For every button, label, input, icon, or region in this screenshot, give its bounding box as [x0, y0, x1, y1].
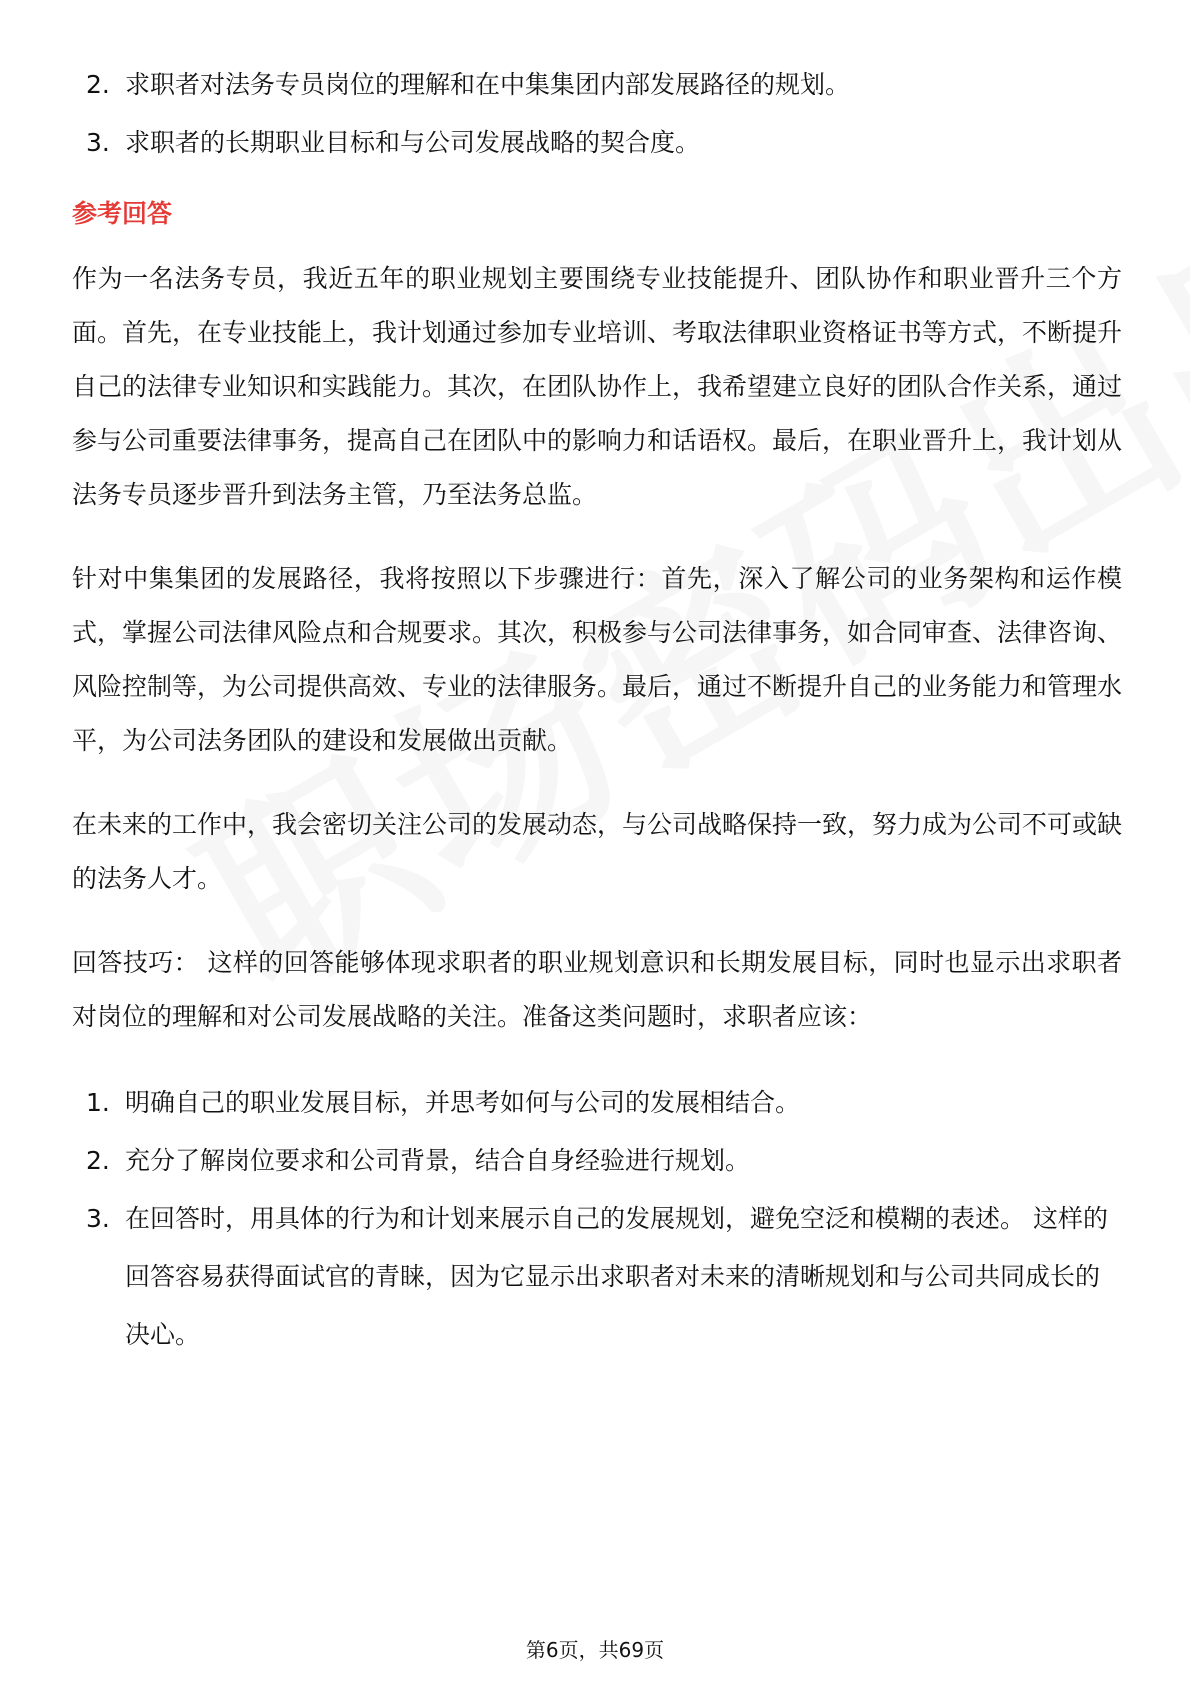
list-item-text: 在回答时，用具体的行为和计划来展示自己的发展规划，避免空泛和模糊的表述。 这样的回答容易获得面试官的青睐，因为它显示出求职者对未来的清晰规划和与公司共同成长的决心。 [125, 1204, 1108, 1349]
criteria-list [72, 56, 1122, 172]
answer-paragraph: 在未来的工作中，我会密切关注公司的发展动态，与公司战略保持一致，努力成为公司不可或缺的法务人才。 [72, 810, 1123, 893]
tips-list [72, 1074, 1122, 1364]
list-item [72, 114, 1122, 172]
list-item-text: 求职者对法务专员岗位的理解和在中集集团内部发展路径的规划。 [125, 70, 851, 99]
list-item [72, 1132, 1122, 1190]
list-item-number: 2. [86, 70, 110, 99]
list-item-text: 明确自己的职业发展目标，并思考如何与公司的发展相结合。 [125, 1088, 801, 1117]
tips-paragraph: 回答技巧： 这样的回答能够体现求职者的职业规划意识和长期发展目标，同时也显示出求职者对岗位的理解和对公司发展战略的关注。准备这类问题时，求职者应该： [72, 948, 1122, 1031]
list-item-text: 充分了解岗位要求和公司背景，结合自身经验进行规划。 [125, 1146, 751, 1175]
section-heading: 参考回答 [72, 199, 173, 228]
page-content [72, 56, 1122, 1364]
list-item-text: 求职者的长期职业目标和与公司发展战略的契合度。 [125, 128, 701, 157]
answer-paragraph: 作为一名法务专员，我近五年的职业规划主要围绕专业技能提升、团队协作和职业晋升三个方面。首先，在专业技能上，我计划通过参加专业培训、考取法律职业资格证书等方式，不断提升自己的法律专业知识和实践能力。其次，在团队协作上，我希望建立良好的团队合作关系，通过参与公司重要法律事务，提高自己在团队中的影响力和话语权。最后，在职业晋升上，我计划从法务专员逐步晋升到法务主管，乃至法务总监。 [72, 264, 1123, 509]
list-item-number: 2. [86, 1146, 110, 1175]
list-item-number: 3. [86, 128, 110, 157]
answer-paragraph: 针对中集集团的发展路径，我将按照以下步骤进行：首先，深入了解公司的业务架构和运作模式，掌握公司法律风险点和合规要求。其次，积极参与公司法律事务，如合同审查、法律咨询、风险控制等，为公司提供高效、专业的法律服务。最后，通过不断提升自己的业务能力和管理水平，为公司法务团队的建设和发展做出贡献。 [72, 564, 1123, 755]
page-number: 第6页，共69页 [525, 1638, 665, 1662]
list-item [72, 1190, 1122, 1364]
list-item-number: 3. [86, 1204, 110, 1233]
list-item [72, 56, 1122, 114]
list-item [72, 1074, 1122, 1132]
list-item-number: 1. [86, 1088, 110, 1117]
